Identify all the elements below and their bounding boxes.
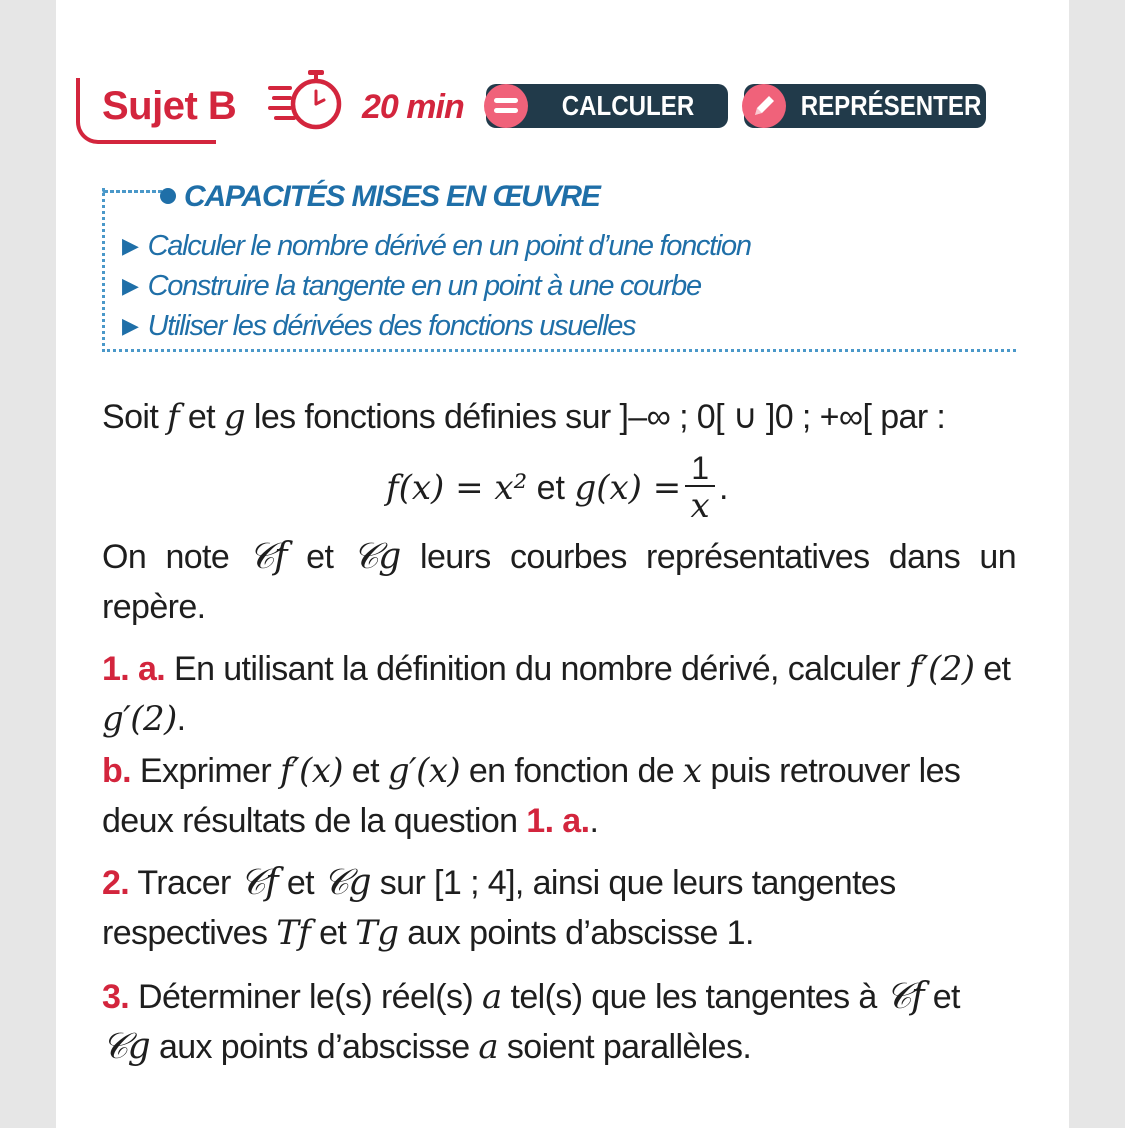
duration-label: 20 min	[362, 88, 464, 126]
calculer-label: CALCULER	[561, 90, 695, 121]
capacities-top-line	[102, 190, 162, 193]
g-definition: g(x) =	[574, 468, 682, 508]
subject-title: Sujet B	[102, 84, 237, 128]
f-definition: f(x) = x²	[386, 468, 528, 508]
capacity-item: ▶ Construire la tangente en un point à une courbe	[122, 269, 701, 302]
question-3: 3. Déterminer le(s) réel(s) a tel(s) que les tangentes à 𝒞f et 𝒞g aux points d’abscisse a soient parallèles.	[102, 976, 960, 1067]
capacities-bullet-dot	[160, 188, 176, 204]
intro-paragraph: Soit f et g les fonctions définies sur ]–∞ ; 0[ ∪ ]0 ; +∞[ par :	[102, 397, 946, 437]
capacity-item: ▶ Utiliser les dérivées des fonctions usuelles	[122, 309, 636, 342]
question-1a: 1. a. En utilisant la définition du nombre dérivé, calculer f′(2) et g′(2).	[102, 649, 1011, 739]
capacities-list	[122, 226, 751, 346]
exercise-page	[56, 0, 1069, 1128]
pencil-icon	[742, 84, 786, 128]
question-1b: b. Exprimer f′(x) et g′(x) en fonction de x puis retrouver les deux résultats de la question 1. a..	[102, 751, 961, 840]
function-definitions: f(x) = x² et g(x) = $\frac{1}{x}$ .	[386, 450, 729, 526]
capacity-item: ▶ Calculer le nombre dérivé en un point d’une fonction	[122, 229, 751, 262]
representer-label: REPRÉSENTER	[800, 90, 982, 121]
triangle-bullet-icon: ▶	[122, 273, 138, 298]
fraction: $\frac{1}{x}$	[685, 451, 715, 525]
triangle-bullet-icon: ▶	[122, 233, 138, 258]
stopwatch-icon	[268, 70, 348, 132]
question-2: 2. Tracer 𝒞f et 𝒞g sur [1 ; 4], ainsi que leurs tangentes respectives Tf et Tg aux points d’abscisse 1.	[102, 862, 896, 953]
capacities-title: CAPACITÉS MISES EN ŒUVRE	[184, 180, 600, 213]
triangle-bullet-icon: ▶	[122, 313, 138, 338]
equals-icon	[484, 84, 528, 128]
representer-badge	[744, 84, 986, 128]
calculer-badge	[486, 84, 728, 128]
note-paragraph: On note 𝒞f et 𝒞g leurs courbes représentatives dans un repère.	[102, 536, 1017, 626]
